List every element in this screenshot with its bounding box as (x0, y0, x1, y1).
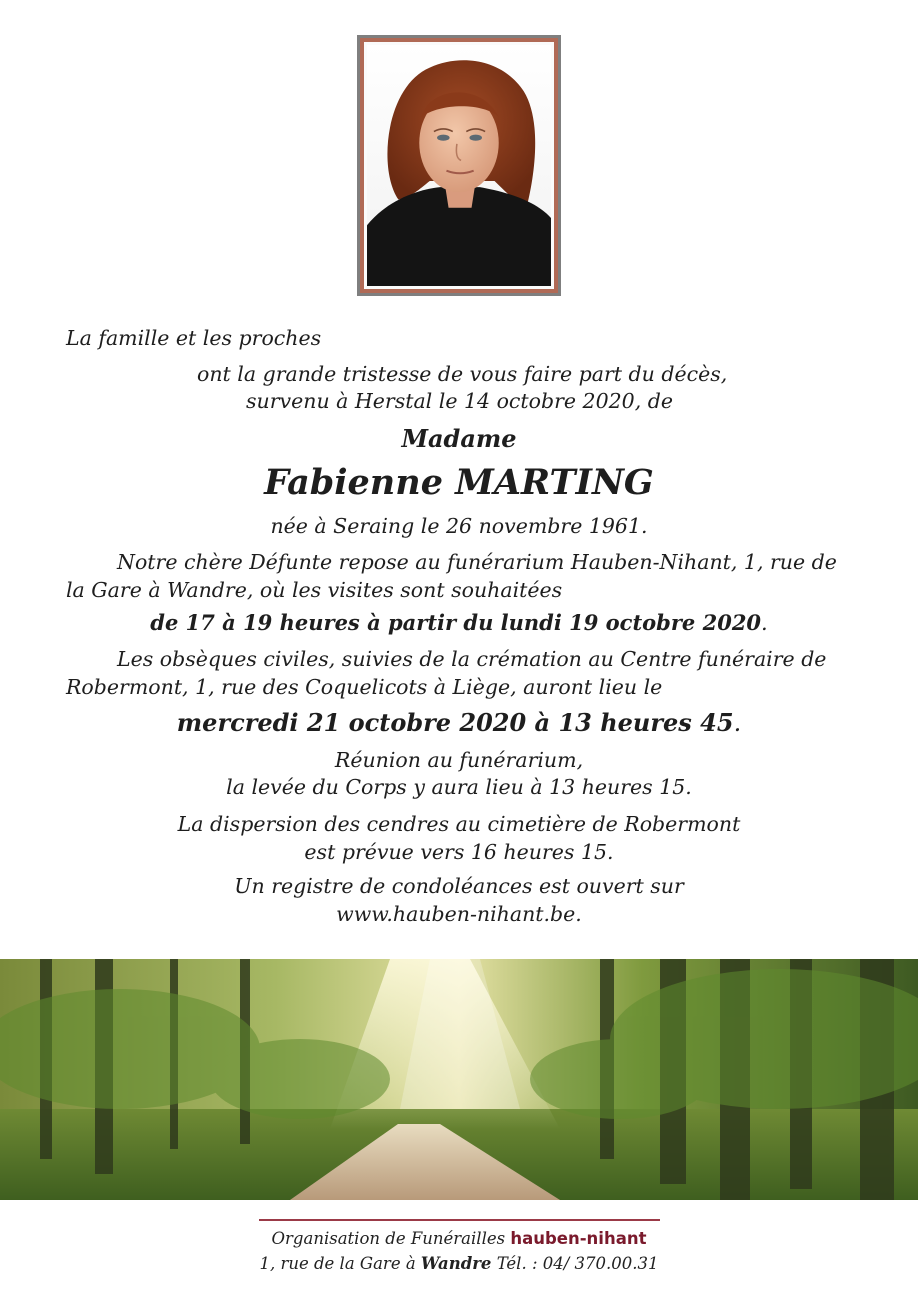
intro-text: La famille et les proches (66, 326, 322, 350)
meeting-line2: la levée du Corps y aura lieu à 13 heures 15. (226, 775, 692, 799)
deceased-name: Fabienne MARTING (264, 462, 654, 503)
rest-paragraph-line2: la Gare à Wandre, où les visites sont souhaitées (66, 578, 563, 602)
footer-organisation: Organisation de Funérailles hauben-nihant (271, 1229, 647, 1248)
funeral-datetime: mercredi 21 octobre 2020 à 13 heures 45. (176, 708, 742, 737)
brand-logo: hauben-nihant (510, 1229, 647, 1248)
honorific: Madame (401, 424, 517, 453)
footer-address: 1, rue de la Gare à Wandre Tél. : 04/ 370.00.31 (259, 1254, 659, 1273)
funeral-paragraph-line1: Les obsèques civiles, suivies de la crémation au Centre funéraire de (117, 647, 827, 671)
birth-info: née à Seraing le 26 novembre 1961. (270, 514, 648, 538)
announcement-line: ont la grande tristesse de vous faire part du décès, (197, 362, 728, 386)
meeting-line1: Réunion au funérarium, (334, 748, 584, 772)
footer-divider (259, 1219, 660, 1221)
funeral-paragraph-line2: Robermont, 1, rue des Coquelicots à Liège, auront lieu le (66, 675, 663, 699)
registry-line1: Un registre de condoléances est ouvert sur (234, 874, 684, 898)
visit-hours-bold: de 17 à 19 heures à partir du lundi 19 octobre 2020 (150, 610, 762, 635)
funeral-datetime-bold: mercredi 21 octobre 2020 à 13 heures 45 (176, 708, 734, 737)
footer-phone: Tél. : 04/ 370.00.31 (496, 1254, 659, 1273)
forest-path-image (0, 959, 918, 1200)
ashes-line2: est prévue vers 16 heures 15. (304, 840, 614, 864)
portrait-photo (367, 45, 551, 286)
death-place-date: survenu à Herstal le 14 octobre 2020, de (246, 389, 673, 413)
visit-hours: de 17 à 19 heures à partir du lundi 19 octobre 2020. (150, 610, 768, 635)
forest-illustration (0, 959, 918, 1200)
rest-paragraph-line1: Notre chère Défunte repose au funérarium Hauben-Nihant, 1, rue de (117, 550, 837, 574)
registry-url[interactable]: www.hauben-nihant.be. (336, 902, 582, 926)
ashes-line1: La dispersion des cendres au cimetière de Robermont (177, 812, 741, 836)
portrait-frame (357, 35, 561, 296)
